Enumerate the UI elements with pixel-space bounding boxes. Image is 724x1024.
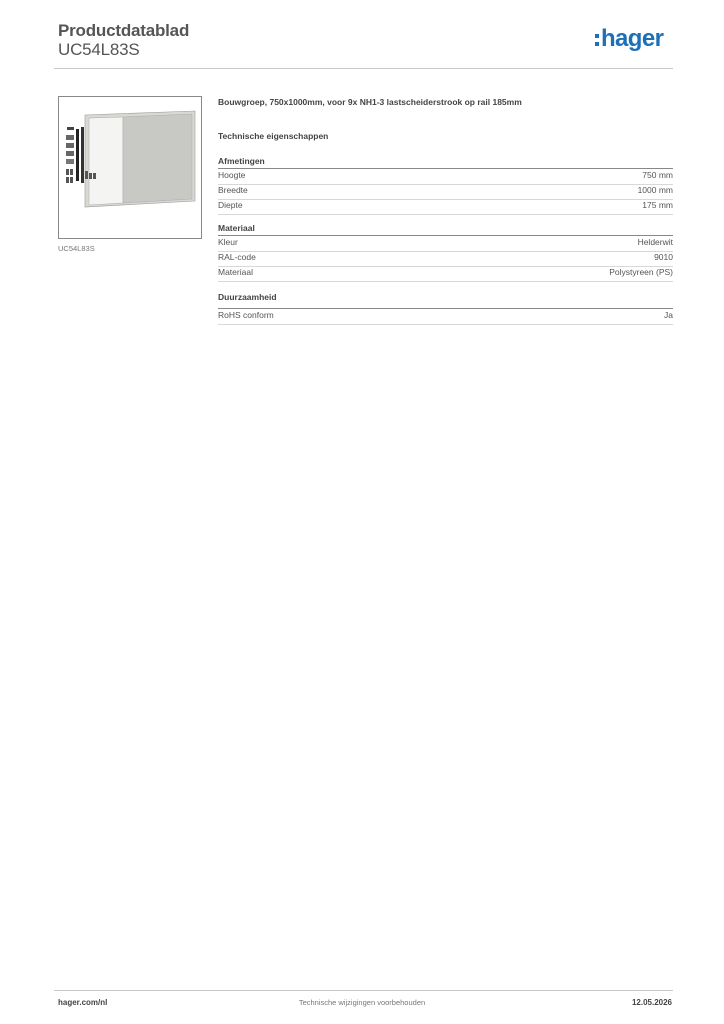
table-row <box>218 236 673 252</box>
row-value: 175 mm <box>642 200 673 210</box>
header-divider <box>54 68 673 69</box>
section-title-materiaal: Materiaal <box>218 223 255 233</box>
table-row <box>218 309 673 325</box>
footer-divider <box>54 990 673 991</box>
footer-website-link[interactable]: hager.com/nl <box>58 998 108 1007</box>
technical-heading: Technische eigenschappen <box>218 131 329 141</box>
section-title-duurzaamheid: Duurzaamheid <box>218 292 277 302</box>
logo-text: hager <box>601 25 664 52</box>
hager-logo <box>595 25 675 56</box>
row-value: Ja <box>664 310 673 320</box>
product-code: UC54L83S <box>58 40 140 59</box>
row-value: 1000 mm <box>637 185 673 195</box>
row-label: Kleur <box>218 237 238 247</box>
row-value: Helderwit <box>637 237 673 247</box>
table-row <box>218 266 673 282</box>
row-value: Polystyreen (PS) <box>609 267 673 277</box>
footer-note: Technische wijzigingen voorbehouden <box>298 998 426 1007</box>
product-image <box>58 96 202 239</box>
row-label: Diepte <box>218 200 243 210</box>
row-label: Breedte <box>218 185 248 195</box>
page-title: Productdatablad <box>58 21 190 40</box>
table-row <box>218 169 673 185</box>
product-description: Bouwgroep, 750x1000mm, voor 9x NH1-3 lastscheiderstrook op rail 185mm <box>218 97 522 107</box>
image-caption: UC54L83S <box>58 244 95 253</box>
section-title-afmetingen: Afmetingen <box>218 156 265 166</box>
row-label: Materiaal <box>218 267 253 277</box>
table-row <box>218 199 673 215</box>
row-label: RoHS conform <box>218 310 274 320</box>
row-label: Hoogte <box>218 170 246 180</box>
product-illustration <box>59 97 201 238</box>
row-value: 750 mm <box>642 170 673 180</box>
table-row <box>218 251 673 267</box>
row-label: RAL-code <box>218 252 256 262</box>
footer-date: 12.05.2026 <box>631 998 672 1007</box>
row-value: 9010 <box>654 252 673 262</box>
table-row <box>218 184 673 200</box>
